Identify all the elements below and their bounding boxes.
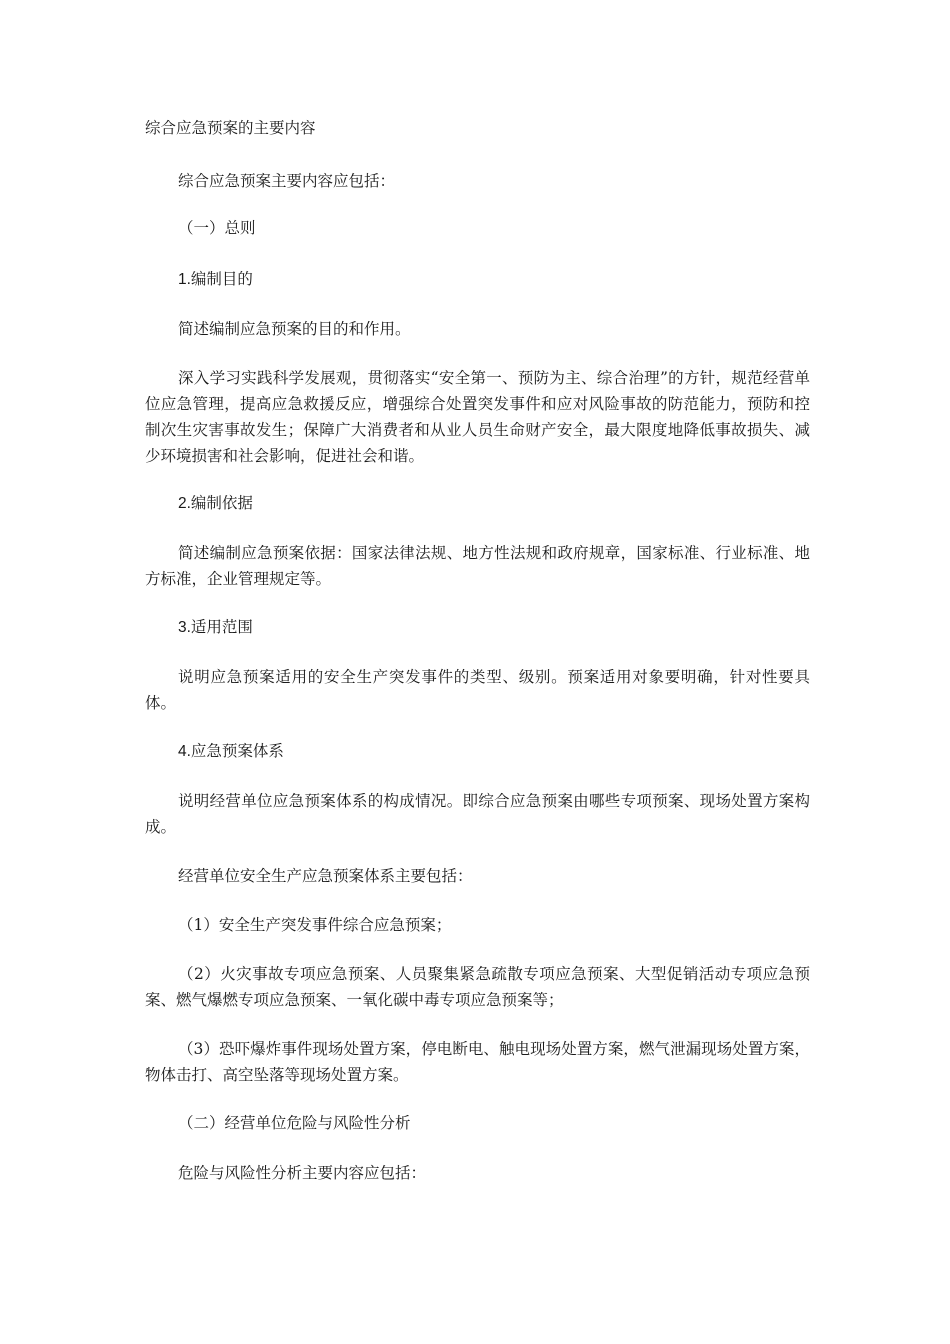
section-heading-general: （一）总则 xyxy=(178,219,256,237)
paragraph-purpose-detail: 深入学习实践科学发展观，贯彻落实“安全第一、预防为主、综合治理”的方针，规范经营单位应急管理，提高应急救援反应，增强综合处置突发事件和应对风险事故的防范能力，预防和控制次生灾害事故发生；保障广大消费者和从业人员生命财产安全，最大限度地降低事故损失、减少环境损害和社会影响，促进社会和谐。 xyxy=(145,369,810,465)
paragraph-scope: 说明应急预案适用的安全生产突发事件的类型、级别。预案适用对象要明确，针对性要具体。 xyxy=(145,668,810,712)
paragraph-basis: 简述编制应急预案依据：国家法律法规、地方性法规和政府规章，国家标准、行业标准、地方标准，企业管理规定等。 xyxy=(145,544,810,588)
paragraph-plan-system: 说明经营单位应急预案体系的构成情况。即综合应急预案由哪些专项预案、现场处置方案构成。 xyxy=(145,792,810,836)
list-item-1: （1）安全生产突发事件综合应急预案； xyxy=(178,916,452,934)
paragraph-plan-system-includes: 经营单位安全生产应急预案体系主要包括： xyxy=(178,867,473,885)
document-title: 综合应急预案的主要内容 xyxy=(145,119,316,137)
intro-paragraph: 综合应急预案主要内容应包括： xyxy=(178,172,396,190)
paragraph-risk-analysis: 危险与风险性分析主要内容应包括： xyxy=(178,1164,427,1182)
list-item-2: （2）火灾事故专项应急预案、人员聚集紧急疏散专项应急预案、大型促销活动专项应急预案、燃气爆燃专项应急预案、一氧化碳中毒专项应急预案等； xyxy=(145,965,810,1009)
heading-plan-system: 4.应急预案体系 xyxy=(178,743,284,760)
section-heading-risk-analysis: （二）经营单位危险与风险性分析 xyxy=(178,1114,411,1132)
paragraph-purpose-summary: 简述编制应急预案的目的和作用。 xyxy=(178,320,411,338)
list-item-3: （3）恐吓爆炸事件现场处置方案，停电断电、触电现场处置方案，燃气泄漏现场处置方案，物体击打、高空坠落等现场处置方案。 xyxy=(145,1040,810,1084)
heading-basis: 2.编制依据 xyxy=(178,495,253,512)
heading-scope: 3.适用范围 xyxy=(178,619,253,636)
heading-purpose: 1.编制目的 xyxy=(178,271,253,288)
